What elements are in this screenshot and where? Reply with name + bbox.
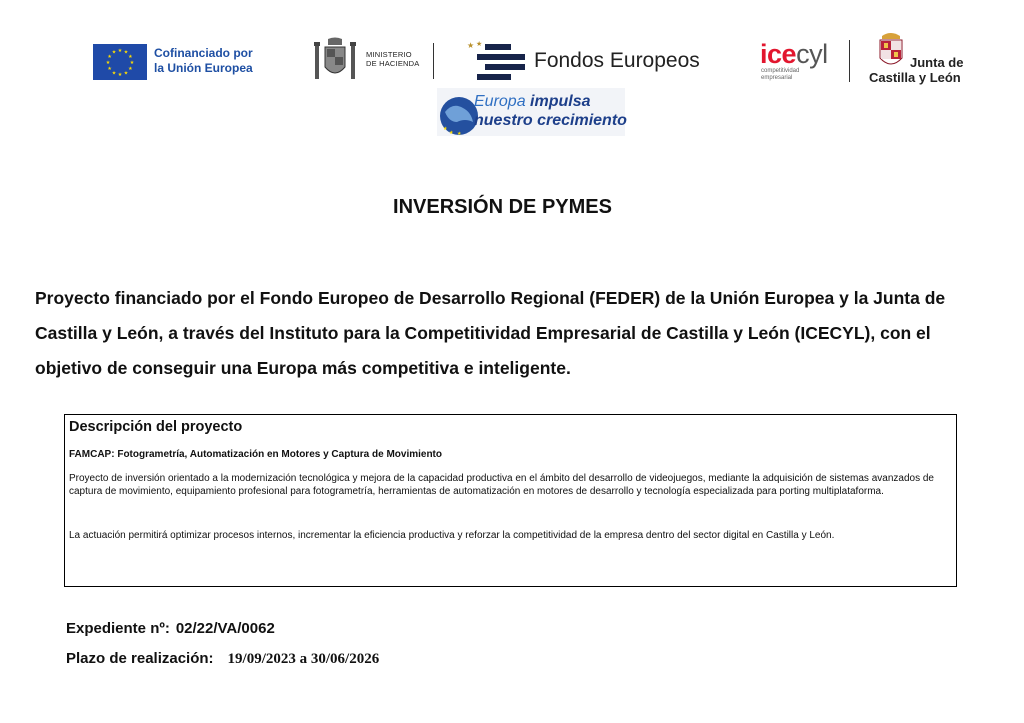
svg-text:★: ★ (111, 49, 117, 56)
icecyl-part1: ic (760, 39, 782, 69)
svg-text:★: ★ (457, 131, 462, 136)
icecyl-divider (849, 40, 850, 82)
svg-text:★: ★ (128, 54, 133, 60)
icecyl-logo (760, 40, 828, 68)
eu-cofinance-line1: Cofinanciado por (154, 46, 253, 60)
spain-crest-icon (313, 37, 357, 85)
svg-text:★: ★ (117, 48, 123, 54)
junta-line2: Castilla y León (869, 70, 961, 85)
project-description-box (64, 414, 957, 587)
svg-text:★: ★ (449, 130, 454, 136)
plazo-value: 19/09/2023 a 30/06/2026 (227, 651, 380, 667)
icecyl-part3: cyl (796, 39, 828, 69)
junta-line1: Junta de (910, 55, 964, 70)
icecyl-sub1: competitividad (761, 68, 800, 74)
europa-impulsa-word2: impulsa (530, 93, 591, 110)
plazo-label: Plazo de realización: (66, 650, 214, 667)
icecyl-subtitle (761, 68, 799, 82)
page-title: INVERSIÓN DE PYMES (393, 196, 612, 218)
svg-text:★: ★ (467, 41, 475, 50)
svg-text:★: ★ (128, 66, 133, 72)
expediente-row (66, 620, 275, 637)
svg-text:★: ★ (443, 126, 448, 132)
svg-text:★: ★ (111, 70, 117, 77)
icecyl-part2: e (781, 39, 797, 69)
eu-cofinance-logo-text (154, 46, 253, 76)
intro-paragraph: Proyecto financiado por el Fondo Europeo de Desarrollo Regional (FEDER) de la Unión Europea y la Junta de Castilla y León, a través del Instituto para la Competitividad Empresarial de Castilla y León (ICECYL), con el objetivo de conseguir una Europa más competitiva e inteligente. (35, 288, 946, 378)
svg-text:★: ★ (123, 49, 129, 56)
svg-text:★: ★ (129, 60, 135, 66)
eu-flag-icon (93, 44, 147, 80)
svg-text:★: ★ (105, 60, 111, 66)
project-heading: Descripción del proyecto (69, 419, 243, 435)
fondos-europeos-mark-icon (465, 40, 527, 82)
fondos-europeos-text: Fondos Europeos (534, 49, 700, 72)
plazo-row (66, 650, 379, 668)
svg-text:★: ★ (476, 40, 483, 48)
eu-cofinance-line2: la Unión Europea (154, 61, 253, 75)
ministry-line2: DE HACIENDA (366, 59, 420, 68)
ministry-divider (433, 43, 434, 79)
expediente-value: 02/22/VA/0062 (175, 620, 275, 637)
project-name: FAMCAP: Fotogrametría, Automatización en Motores y Captura de Movimiento (69, 449, 442, 460)
expediente-label: Expediente nº: (66, 620, 170, 637)
ministry-text (366, 50, 419, 68)
svg-text:★: ★ (117, 72, 123, 78)
project-paragraph-1: Proyecto de inversión orientado a la modernización tecnológica y mejora de la capacidad productiva en el ámbito del desarrollo de videojuegos, mediante la adquisición de sistemas avanzados de captura de movimiento, equipamiento profesional para fotogrametría, herramientas de automatización en motores de desarrollo y tecnología especializada para porting multiplataforma. (69, 473, 934, 497)
svg-text:★: ★ (107, 66, 112, 72)
europa-impulsa-word1: Europa (474, 93, 526, 110)
svg-text:★: ★ (107, 54, 112, 60)
svg-text:★: ★ (123, 70, 129, 77)
project-paragraph-2: La actuación permitirá optimizar procesos internos, incrementar la eficiencia productiva y reforzar la competitividad de la empresa dentro del sector digital en Castilla y León. (69, 530, 835, 541)
icecyl-sub2: empresarial (761, 75, 793, 81)
ministry-line1: MINISTERIO (366, 50, 412, 59)
europa-impulsa-text (474, 92, 627, 130)
europa-impulsa-line2: nuestro crecimiento (474, 112, 627, 129)
junta-text (869, 55, 963, 85)
